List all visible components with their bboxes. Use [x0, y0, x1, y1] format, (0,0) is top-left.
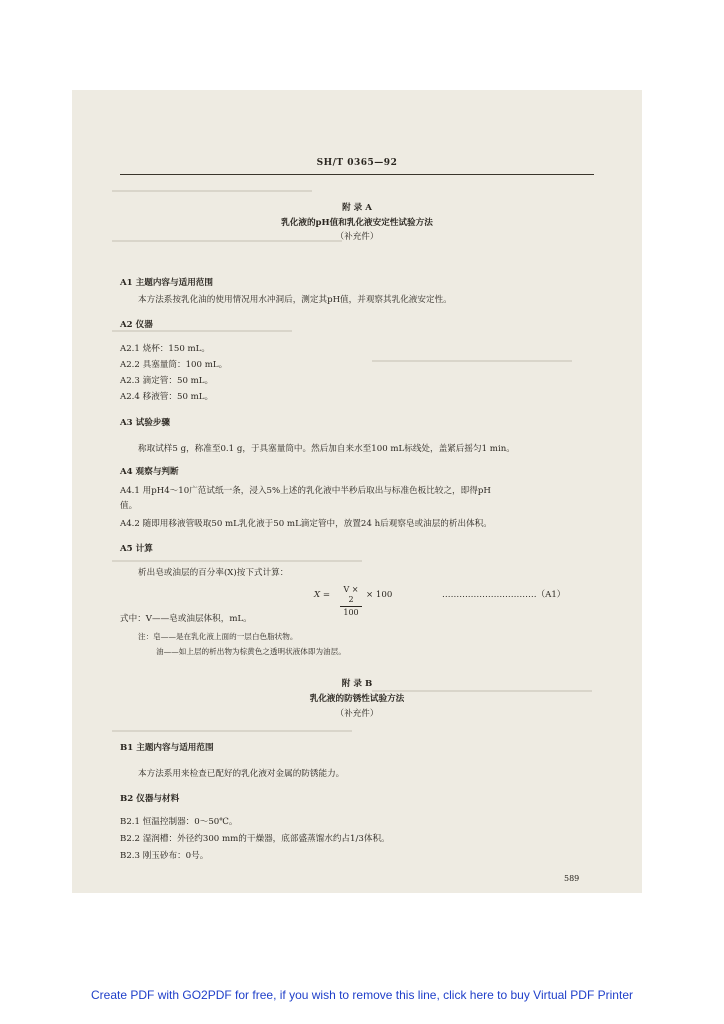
formula-tail: × 100	[366, 590, 393, 600]
formula-numerator: V × 2	[343, 585, 359, 604]
bleed-through-mark	[372, 690, 592, 692]
formula-reference: ……………………………（A1）	[442, 590, 566, 600]
bleed-through-mark	[112, 190, 312, 192]
b2-item: B2.3 刚玉砂布：0号。	[120, 851, 209, 861]
a2-item: A2.2 具塞量筒：100 mL。	[120, 360, 228, 370]
section-a1-text: 本方法系按乳化油的使用情况用水冲洞后，测定其pH值，并观察其乳化液安定性。	[138, 295, 452, 305]
a4-1-text-cont: 值。	[120, 501, 138, 511]
header-rule	[120, 174, 594, 175]
section-a3-heading: A3 试验步骤	[120, 418, 171, 428]
appendix-a-title: 附 录 A	[342, 203, 372, 213]
bleed-through-mark	[112, 560, 362, 562]
section-a1-heading: A1 主题内容与适用范围	[120, 278, 213, 288]
section-b1-text: 本方法系用来检查已配好的乳化液对金属的防锈能力。	[138, 769, 345, 779]
formula-lhs: X =	[314, 590, 331, 600]
a2-item: A2.3 滴定管：50 mL。	[120, 376, 214, 386]
fraction-bar	[340, 606, 362, 607]
note-oil: 油——如上层的析出物为棕黄色之透明状液体即为油层。	[156, 647, 346, 656]
section-a4-heading: A4 观察与判断	[120, 467, 179, 477]
appendix-b-note: （补充件）	[335, 709, 379, 719]
appendix-a-note: （补充件）	[335, 232, 379, 242]
section-b1-heading: B1 主题内容与适用范围	[120, 743, 214, 753]
section-a5-heading: A5 计算	[120, 544, 153, 554]
b2-item: B2.2 湿润槽：外径约300 mm的干燥器，底部盛蒸馏水约占1/3体积。	[120, 834, 390, 844]
a2-item: A2.1 烧杯：150 mL。	[120, 344, 210, 354]
b2-item: B2.1 恒温控制器：0～50℃。	[120, 817, 238, 827]
a4-2-text: A4.2 随即用移液管吸取50 mL乳化液于50 mL滴定管中，放置24 h后观察皂或油层的析出体积。	[120, 519, 492, 529]
formula-denominator: 100	[343, 608, 359, 617]
section-b2-heading: B2 仪器与材料	[120, 794, 180, 804]
bleed-through-mark	[372, 360, 572, 362]
appendix-b-title: 附 录 B	[341, 679, 373, 689]
a5-intro: 析出皂或油层的百分率(X)按下式计算：	[138, 568, 289, 578]
note-soap: 注：皂——是在乳化液上面的一层白色脂状物。	[138, 632, 298, 641]
a4-1-text: A4.1 用pH4～10广范试纸一条，浸入5%上述的乳化液中半秒后取出与标准色板比较之，即得pH	[120, 486, 491, 496]
a2-item: A2.4 移液管：50 mL。	[120, 392, 214, 402]
document-code: SH/T 0365—92	[316, 158, 398, 168]
section-a3-text: 称取试样5 g，称准至0.1 g，于具塞量筒中。然后加自来水至100 mL标线处，盖紧后摇匀1 min。	[138, 444, 515, 454]
appendix-b-subtitle: 乳化液的防锈性试验方法	[309, 694, 405, 704]
appendix-a-subtitle: 乳化液的pH值和乳化液安定性试验方法	[281, 218, 433, 228]
scanned-page	[72, 90, 642, 893]
formula-where: 式中：V——皂或油层体积，mL。	[120, 614, 252, 624]
bleed-through-mark	[112, 730, 352, 732]
formula-fraction	[340, 585, 362, 618]
section-a2-heading: A2 仪器	[120, 320, 153, 330]
page-number: 589	[564, 874, 580, 883]
go2pdf-footer-link[interactable]: Create PDF with GO2PDF for free, if you wish to remove this line, click here to buy Virtual PDF Printer	[91, 988, 633, 1002]
